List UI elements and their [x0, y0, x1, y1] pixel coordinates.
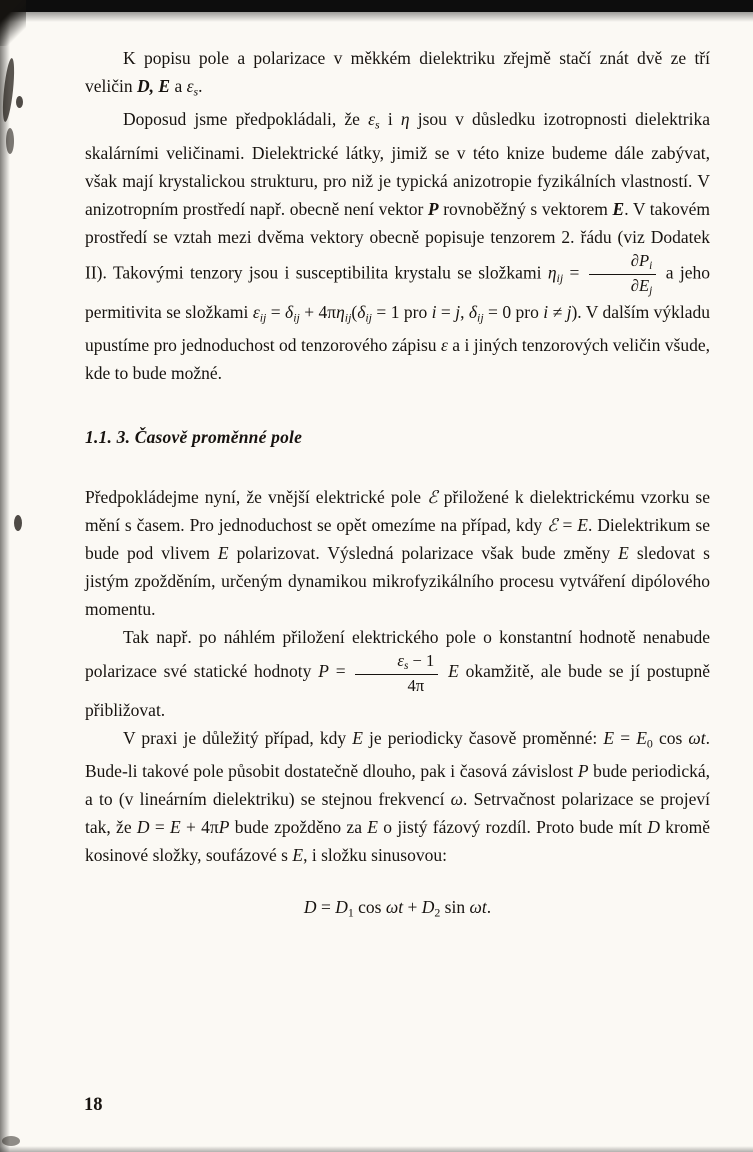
scan-smudge: [6, 128, 14, 154]
scan-edge-top: [0, 0, 753, 12]
paragraph: V praxi je důležitý případ, kdy E je periodicky časově proměnné: E = E0 cos ωt. Bude-li takové pole působit dostatečně dlouho, pak i časová závislost P bude periodická, a to (v lineárním dielektriku) se stejnou frekvencí ω. Setrvačnost polarizace se projeví tak, že D = E + 4πP bude zpožděno za E o jistý fázový rozdíl. Proto bude mít D kromě kosinové složky, soufázové s E, i složku sinusovou:: [85, 727, 710, 865]
paragraph: Předpokládejme nyní, že vnější elektrické pole ℰ přiložené k dielektrickému vzorku se mění s časem. Pro jednoduchost se opět omezíme na případ, kdy ℰ = E. Dielektrikum se bude pod vlivem E polarizovat. Výsledná polarizace však bude změny E sledovat s jistým zpožděním, určeným dynamikou mikrofyzikálního procesu vytváření dipólového momentu.: [85, 487, 711, 620]
paragraph: K popisu pole a polarizace v měkkém dielektriku zřejmě stačí znát dvě ze tří veličin D, E a εs.: [85, 48, 710, 99]
section-heading: 1.1. 3. Časově proměnné pole: [85, 427, 303, 448]
scan-smudge: [2, 1136, 20, 1146]
inline-fraction: $\frac{\partial Pi}{\partial Ej}$: [589, 251, 657, 298]
scan-edge-left: [0, 0, 10, 1152]
inline-fraction: $\frac{\varepsilon s - 1}{4\pi}$: [355, 651, 438, 695]
paragraph: Doposud jsme předpokládali, že εs i η jsou v důsledku izotropnosti dielektrika skalárními veličinami. Dielektrické látky, jimiž se v této knize budeme dále zabývat, však mají krystalickou strukturu, pro niž je typická anizotropie fyzikálních vlastností. V anizotropním prostředí např. obecně není vektor P rovnoběžný s vektorem E. V takovém prostředí se vztah mezi dvěma vektory obecně popisuje tenzorem 2. řádu (viz Dodatek II). Takovými tenzory jsou i susceptibilita krystalu se složkami ηij = $\frac{\partial Pi}{\partial Ej}$ a jeho permitivita se složkami εij = δij + 4πηij(δij = 1 pro i = j, δij = 0 pro i ≠ j). V dalším výkladu upustíme pro jednoduchost od tenzorového zápisu ε a i jiných tenzorových veličin všude, kde to bude možné.: [85, 109, 711, 384]
scan-smudge: [16, 96, 23, 108]
scan-smudge: [14, 515, 22, 531]
scan-edge-bottom: [0, 1146, 753, 1152]
paragraph: Tak např. po náhlém přiložení elektrického pole o konstantní hodnotě nenabude polarizace své statické hodnoty P = $\frac{\varepsilon s - 1}{4\pi}$ E okamžitě, ale bude se jí postupně přibližovat.: [85, 627, 711, 720]
equation: D = D1 cos ωt + D2 sin ωt.: [303, 896, 492, 920]
scan-edge-top-shadow: [0, 12, 753, 22]
page-number: 18: [84, 1095, 103, 1115]
scan-corner-top-left: [0, 0, 26, 46]
page-body: [85, 44, 710, 926]
